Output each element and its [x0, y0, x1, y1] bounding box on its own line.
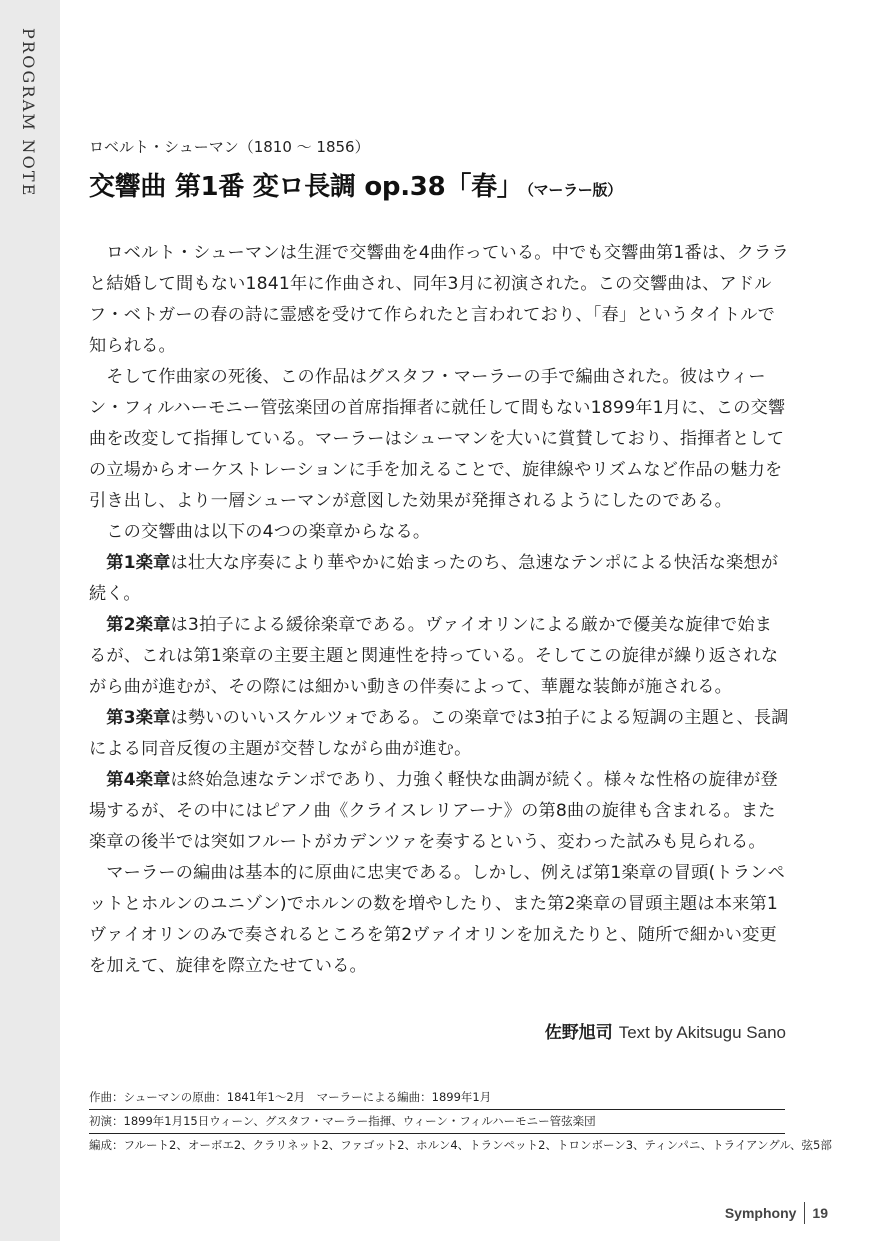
- page-footer: [725, 1200, 828, 1226]
- movement-4-label: 第4楽章: [106, 770, 171, 790]
- magazine-name: Symphony: [724, 1205, 797, 1221]
- movement-4-text: は終始急速なテンポであり、力強く軽快な曲調が続く。様々な性格の旋律が登場するが、その中にはピアノ曲《クライスレリアーナ》の第8曲の旋律も含まれる。また楽章の後半では突如フルートがカデンツァを奏するという、変わった試みも見られる。: [89, 770, 778, 852]
- section-label: PROGRAM NOTE: [19, 28, 38, 198]
- author-credit: [545, 1018, 786, 1043]
- work-title: 交響曲 第1番 変ロ長調 op.38「春」: [89, 172, 523, 202]
- movement-2-text: は3拍子による緩徐楽章である。ヴァイオリンによる厳かで優美な旋律で始まるが、これは第1楽章の主要主題と関連性を持っている。そしてこの旋律が繰り返されながら曲が進むが、その際には細かい動きの伴奏によって、華麗な装飾が施される。: [89, 615, 779, 697]
- author-name-jp: 佐野旭司: [544, 1023, 613, 1043]
- composer-line: ロベルト・シューマン（1810 〜 1856）: [89, 138, 370, 156]
- info-composed: 作曲：シューマンの原曲：1841年1〜2月 マーラーによる編曲：1899年1月: [89, 1090, 492, 1104]
- movement-1-label: 第1楽章: [106, 553, 171, 573]
- paragraph-movements-intro: この交響曲は以下の4つの楽章からなる。: [106, 522, 431, 542]
- author-name-en: Text by Akitsugu Sano: [618, 1023, 786, 1042]
- page-number: 19: [812, 1205, 828, 1221]
- movement-3-text: は勢いのいいスケルツォである。この楽章では3拍子による短調の主題と、長調による同音反復の主題が交替しながら曲が進む。: [89, 708, 789, 759]
- article-body: [89, 238, 789, 982]
- paragraph-movement-1: [89, 548, 789, 610]
- side-band: [0, 0, 60, 1241]
- info-premiere: 初演：1899年1月15日ウィーン、グスタフ・マーラー指揮、ウィーン・フィルハーモニー管弦楽団: [89, 1109, 785, 1133]
- work-info-box: [89, 1086, 832, 1157]
- paragraph-conclusion: マーラーの編曲は基本的に原曲に忠実である。しかし、例えば第1楽章の冒頭(トランペットとホルンのユニゾン)でホルンの数を増やしたり、また第2楽章の冒頭主題は本来第1ヴァイオリンのみで奏されるところを第2ヴァイオリンを加えたりと、随所で細かい変更を加えて、旋律を際立たせている。: [89, 863, 785, 976]
- paragraph-movement-2: [89, 610, 789, 703]
- paragraph-movement-4: [89, 765, 789, 858]
- page-title: [89, 166, 622, 203]
- footer-divider: [804, 1202, 805, 1224]
- movement-3-label: 第3楽章: [106, 708, 171, 728]
- movement-1-text: は壮大な序奏により華やかに始まったのち、急速なテンポによる快活な楽想が続く。: [89, 553, 779, 604]
- paragraph-intro: ロベルト・シューマンは生涯で交響曲を4曲作っている。中でも交響曲第1番は、クララと結婚して間もない1841年に作曲され、同年3月に初演された。この交響曲は、アドルフ・ベトガーの春の詩に霊感を受けて作られたと言われており、「春」というタイトルで知られる。: [89, 243, 789, 356]
- paragraph-arrangement: そして作曲家の死後、この作品はグスタフ・マーラーの手で編曲された。彼はウィーン・フィルハーモニー管弦楽団の首席指揮者に就任して間もない1899年1月に、この交響曲を改変して指揮している。マーラーはシューマンを大いに賞賛しており、指揮者としての立場からオーケストレーションに手を加えることで、旋律線やリズムなど作品の魅力を引き出し、より一層シューマンが意図した効果が発揮されるようにしたのである。: [89, 367, 786, 511]
- info-instrumentation: 編成：フルート2、オーボエ2、クラリネット2、ファゴット2、ホルン4、トランペット2、トロンボーン3、ティンパニ、トライアングル、弦5部: [89, 1133, 785, 1157]
- movement-2-label: 第2楽章: [106, 615, 171, 635]
- title-suffix: （マーラー版）: [526, 181, 622, 199]
- paragraph-movement-3: [89, 703, 789, 765]
